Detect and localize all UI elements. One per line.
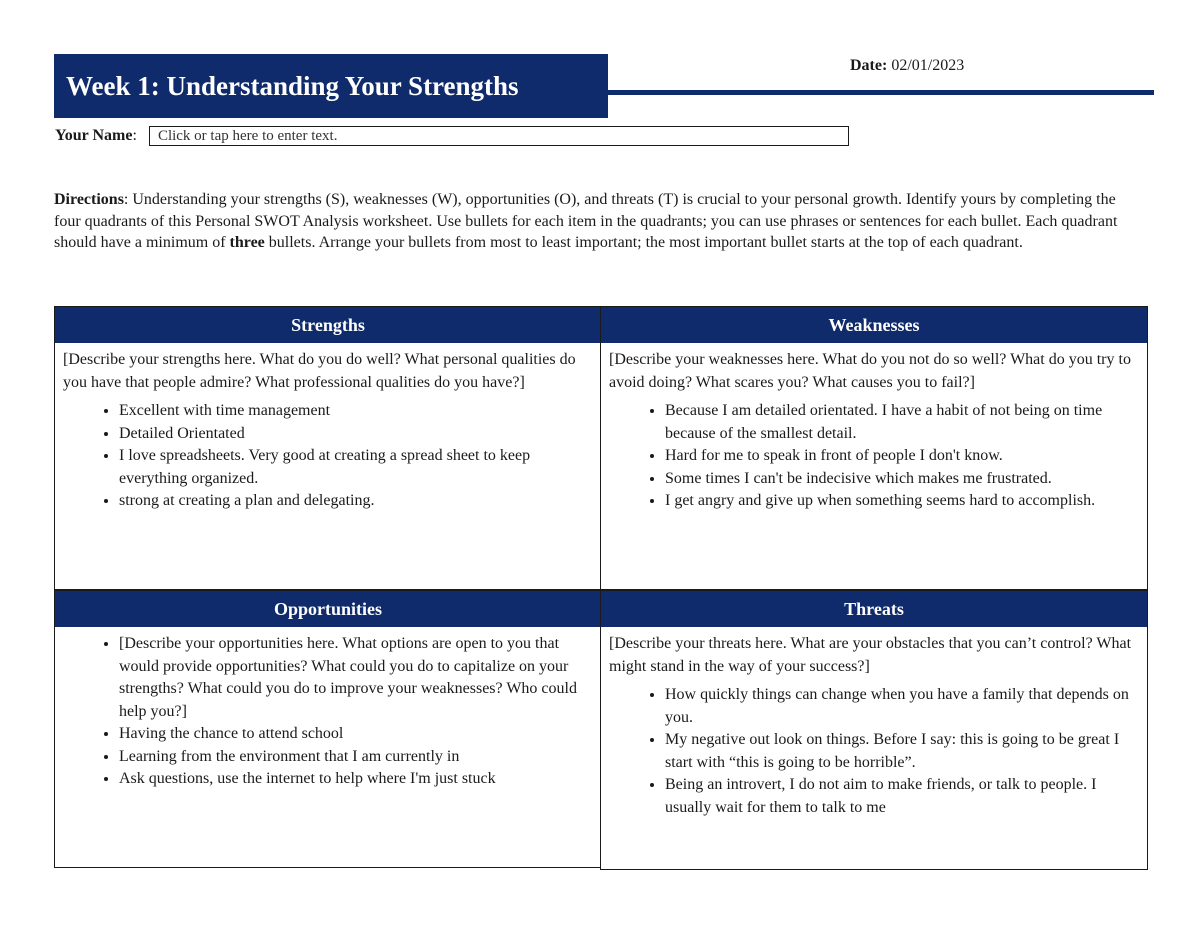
name-input-placeholder: Click or tap here to enter text. [157, 128, 338, 144]
opportunities-body[interactable] [55, 627, 601, 791]
opportunities-list [63, 633, 593, 791]
directions-emphasis: three [229, 234, 265, 251]
list-item: • Being an introvert, I do not aim to make friends, or talk to people. I usually wait for them to talk to me [665, 774, 1139, 819]
date-value: 02/01/2023 [891, 57, 965, 74]
list-item: • Ask questions, use the internet to help where I'm just stuck [119, 768, 593, 791]
name-row [55, 126, 849, 146]
opportunities-heading: Opportunities [55, 591, 601, 627]
weaknesses-list [609, 400, 1139, 513]
list-item: • I love spreadsheets. Very good at creating a spread sheet to keep everything organized. [119, 445, 593, 490]
date-label: Date: [850, 57, 888, 74]
list-item: • [Describe your opportunities here. What options are open to you that would provide opportunities? What could you do to capitalize on your strengths? What could you do to improve your weaknesses? Who could help you?] [119, 633, 593, 723]
page-title-text: Week 1: Understanding Your Strengths [66, 70, 519, 101]
list-item: • Excellent with time management [119, 400, 593, 423]
directions-text-after: bullets. Arrange your bullets from most to least important; the most important bullet starts at the top of each quadrant. [264, 234, 1023, 251]
directions-paragraph [54, 189, 1134, 254]
strengths-body[interactable] [55, 343, 601, 513]
threats-prompt: [Describe your threats here. What are your obstacles that you can’t control? What might stand in the way of your success?] [609, 635, 1132, 675]
threats-body[interactable] [601, 627, 1147, 819]
strengths-list [63, 400, 593, 513]
strengths-quadrant [54, 306, 602, 590]
directions-text-before: : Understanding your strengths (S), weaknesses (W), opportunities (O), and threats (T) is crucial to your personal growth. Identify yours by completing the four quadrants of this Personal SWOT Analysis worksheet. Use bullets for each item in the quadrants; you can use phrases or sentences for each bullet. Each quadrant should have a minimum of [54, 191, 1118, 251]
list-item: • Detailed Orientated [119, 423, 593, 446]
name-label: Your Name: [55, 127, 137, 144]
title-rule [608, 90, 1154, 95]
list-item: • Hard for me to speak in front of people I don't know. [665, 445, 1139, 468]
list-item: • Some times I can't be indecisive which makes me frustrated. [665, 468, 1139, 491]
list-item: • strong at creating a plan and delegating. [119, 490, 593, 513]
page-title [54, 54, 608, 118]
name-input[interactable] [149, 126, 849, 146]
date-line [850, 57, 964, 75]
weaknesses-quadrant [600, 306, 1148, 590]
list-item: • I get angry and give up when something seems hard to accomplish. [665, 490, 1139, 513]
list-item: • Having the chance to attend school [119, 723, 593, 746]
list-item: • Because I am detailed orientated. I have a habit of not being on time because of the smallest detail. [665, 400, 1139, 445]
strengths-heading: Strengths [55, 307, 601, 343]
opportunities-quadrant [54, 590, 602, 868]
weaknesses-heading: Weaknesses [601, 307, 1147, 343]
weaknesses-body[interactable] [601, 343, 1147, 513]
threats-list [609, 684, 1139, 819]
strengths-prompt: [Describe your strengths here. What do you do well? What personal qualities do you have that people admire? What professional qualities do you have?] [63, 351, 576, 391]
threats-heading: Threats [601, 591, 1147, 627]
threats-quadrant [600, 590, 1148, 870]
directions-label: Directions [54, 191, 124, 208]
list-item: • How quickly things can change when you have a family that depends on you. [665, 684, 1139, 729]
list-item: • My negative out look on things. Before I say: this is going to be great I start with “this is going to be horrible”. [665, 729, 1139, 774]
list-item: • Learning from the environment that I am currently in [119, 746, 593, 769]
weaknesses-prompt: [Describe your weaknesses here. What do you not do so well? What do you try to avoid doing? What scares you? What causes you to fail?] [609, 351, 1131, 391]
